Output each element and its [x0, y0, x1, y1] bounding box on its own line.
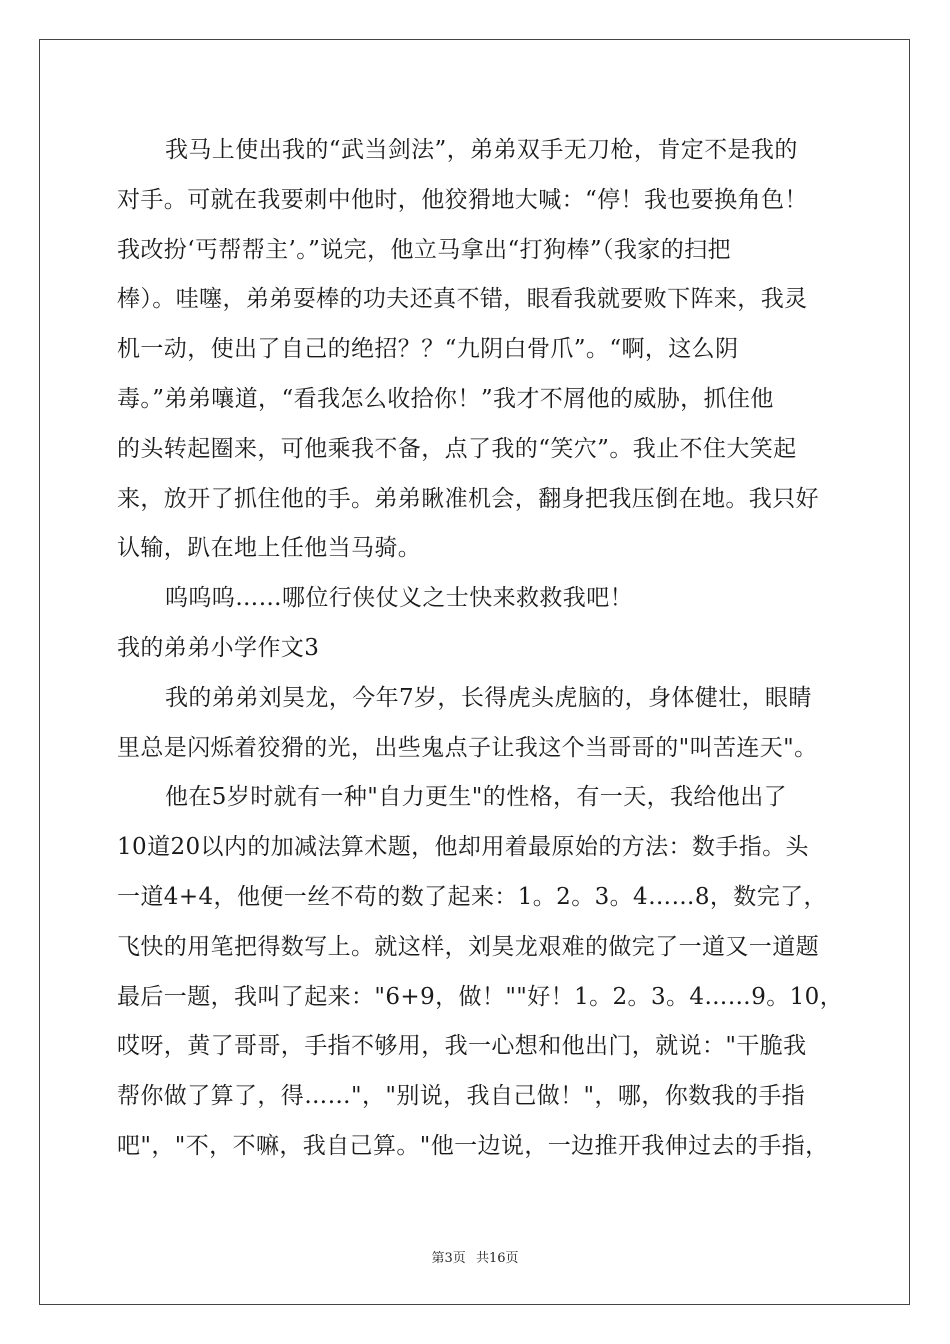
paragraph-line: 飞快的用笔把得数写上。就这样，刘昊龙艰难的做完了一道又一道题 [117, 933, 819, 960]
document-body [117, 126, 844, 1172]
paragraph-line: 毒。”弟弟嚷道，“看我怎么收拾你！”我才不屑他的威胁，抓住他 [117, 385, 774, 412]
section-heading: 我的弟弟小学作文3 [117, 634, 320, 661]
paragraph-line: 里总是闪烁着狡猾的光，出些鬼点子让我这个当哥哥的"叫苦连天"。 [117, 734, 818, 761]
paragraph-line: 我的弟弟刘昊龙，今年7岁，长得虎头虎脑的，身体健壮，眼睛 [165, 684, 812, 711]
paragraph-line: 认输，趴在地上任他当马骑。 [117, 535, 422, 562]
paragraph-line: 机一动，使出了自己的绝招？？“九阴白骨爪”。“啊，这么阴 [117, 336, 739, 363]
page-number: 第3页 [431, 1251, 466, 1266]
page-total: 共16页 [475, 1251, 519, 1266]
paragraph-line: 呜呜呜……哪位行侠仗义之士快来救救我吧！ [165, 585, 633, 612]
paragraph-line: 10道20以内的加减法算术题，他却用着最原始的方法：数手指。头 [117, 834, 809, 861]
paragraph-line: 棒）。哇噻，弟弟耍棒的功夫还真不错，眼看我就要败下阵来，我灵 [117, 286, 808, 313]
paragraph-line: 来，放开了抓住他的手。弟弟瞅准机会，翻身把我压倒在地。我只好 [117, 485, 819, 512]
paragraph-line: 一道4+4，他便一丝不苟的数了起来：1。2。3。4……8，数完了， [117, 883, 827, 910]
paragraph-line: 帮你做了算了，得……"，"别说，我自己做！"，哪，你数我的手指 [117, 1083, 806, 1110]
paragraph-line: 最后一题，我叫了起来："6+9，做！""好！1。2。3。4……9。10， [117, 983, 844, 1010]
paragraph-line: 我改扮‘丐帮帮主’。”说完，他立马拿出“打狗棒”（我家的扫把 [117, 236, 731, 263]
paragraph-line: 哎呀，黄了哥哥，手指不够用，我一心想和他出门，就说："干脆我 [117, 1033, 807, 1060]
paragraph-line: 他在5岁时就有一种"自力更生"的性格，有一天，我给他出了 [165, 784, 787, 811]
paragraph-line: 的头转起圈来，可他乘我不备，点了我的“笑穴”。我止不住大笑起 [117, 435, 797, 462]
page-footer [0, 1247, 950, 1266]
paragraph-line: 吧"，"不，不嘛，我自己算。"他一边说，一边推开我伸过去的手指， [117, 1132, 829, 1159]
paragraph-line: 对手。可就在我要刺中他时，他狡猾地大喊：“停！我也要换角色！ [117, 186, 808, 213]
paragraph-line: 我马上使出我的“武当剑法”，弟弟双手无刀枪，肯定不是我的 [165, 137, 798, 163]
